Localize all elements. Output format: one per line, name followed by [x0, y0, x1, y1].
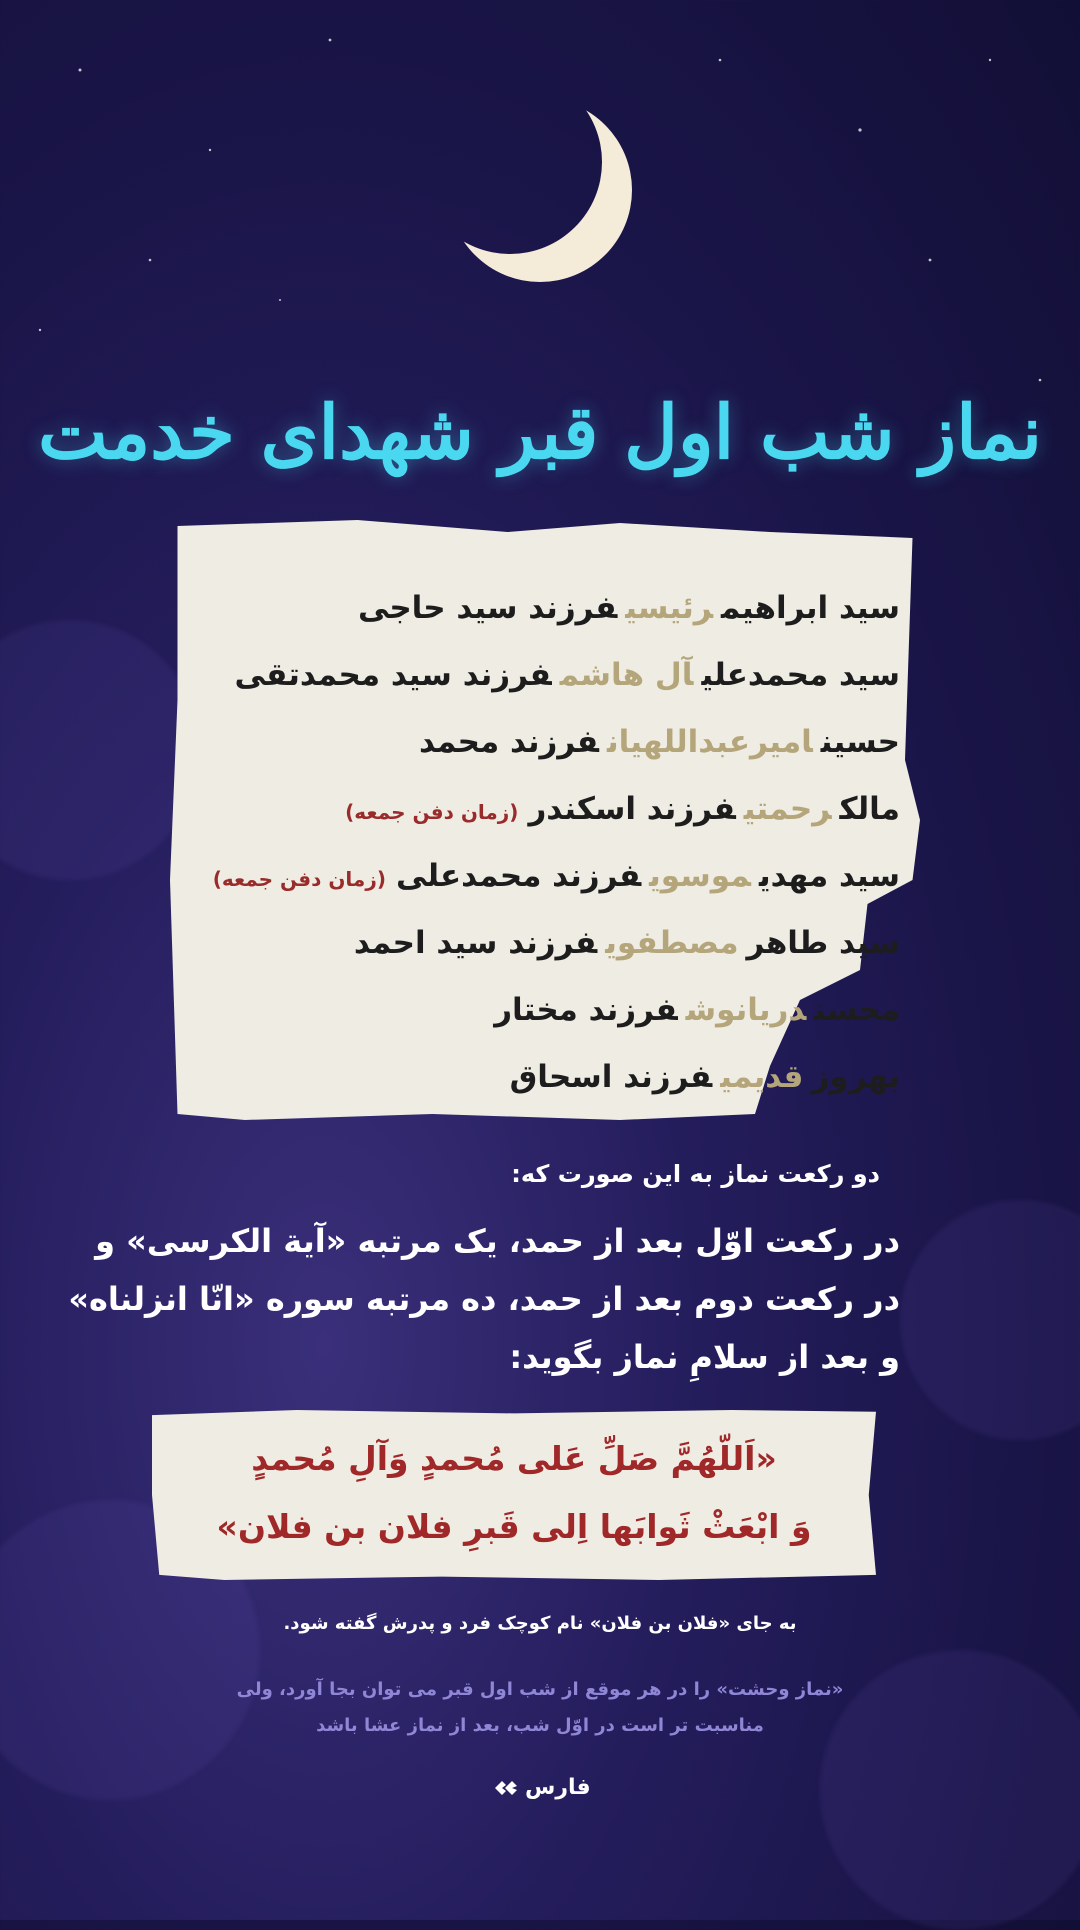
dua-text — [152, 1425, 876, 1561]
instruction-line: در رکعت اوّل بعد از حمد، یک مرتبه «آیة الکرسی» و — [95, 1222, 900, 1260]
dua-line: «اَللّهُمَّ صَلِّ عَلی مُحمدٍ وَآلِ مُحمدٍ — [251, 1439, 777, 1478]
instructions-body — [60, 1212, 900, 1386]
list-item: سید مهدیموسویفرزند محمدعلی(زمان دفن جمعه) — [212, 858, 900, 894]
footnote: به جای «فلان بن فلان» نام کوچک فرد و پدرش گفته شود. — [283, 1613, 797, 1634]
page-title: نماز شب اول قبر شهدای خدمت — [37, 390, 1043, 476]
timing-note — [80, 1672, 1000, 1744]
timing-note-line: «نماز وحشت» را در هر موقع از شب اول قبر می توان بجا آورد، ولی — [236, 1679, 844, 1700]
fars-logo — [0, 1775, 1080, 1800]
list-item: سید ابراهیمرئیسیفرزند سید حاجی — [357, 590, 900, 626]
list-item: محسندریانوشفرزند مختار — [494, 992, 900, 1028]
burial-note: (زمان دفن جمعه) — [345, 800, 519, 824]
instructions-heading: دو رکعت نماز به این صورت که: — [511, 1160, 880, 1188]
list-item: مالکرحمتیفرزند اسکندر(زمان دفن جمعه) — [345, 791, 900, 827]
list-item: سید محمدعلیآل هاشمفرزند سید محمدتقی — [234, 657, 900, 693]
martyrs-list — [170, 575, 900, 1111]
dua-line: وَ ابْعَثْ ثَوابَها اِلی قَبرِ فلان بن فلان» — [216, 1507, 812, 1546]
timing-note-line: مناسبت تر است در اوّل شب، بعد از نماز عشا باشد — [316, 1715, 764, 1736]
logo-text: فارس — [524, 1775, 591, 1800]
burial-note: (زمان دفن جمعه) — [212, 867, 386, 891]
list-item: بهروزقدیمیفرزند اسحاق — [509, 1059, 900, 1095]
list-item: سید طاهرمصطفویفرزند سید احمد — [353, 925, 900, 961]
instruction-line: در رکعت دوم بعد از حمد، ده مرتبه سوره «انّا انزلناه» — [68, 1280, 900, 1318]
logo-mark-icon — [495, 1781, 517, 1795]
crescent-moon-icon — [440, 90, 640, 290]
instruction-line: و بعد از سلامِ نماز بگوید: — [509, 1338, 900, 1376]
list-item: حسینامیرعبداللهیانفرزند محمد — [418, 724, 900, 760]
